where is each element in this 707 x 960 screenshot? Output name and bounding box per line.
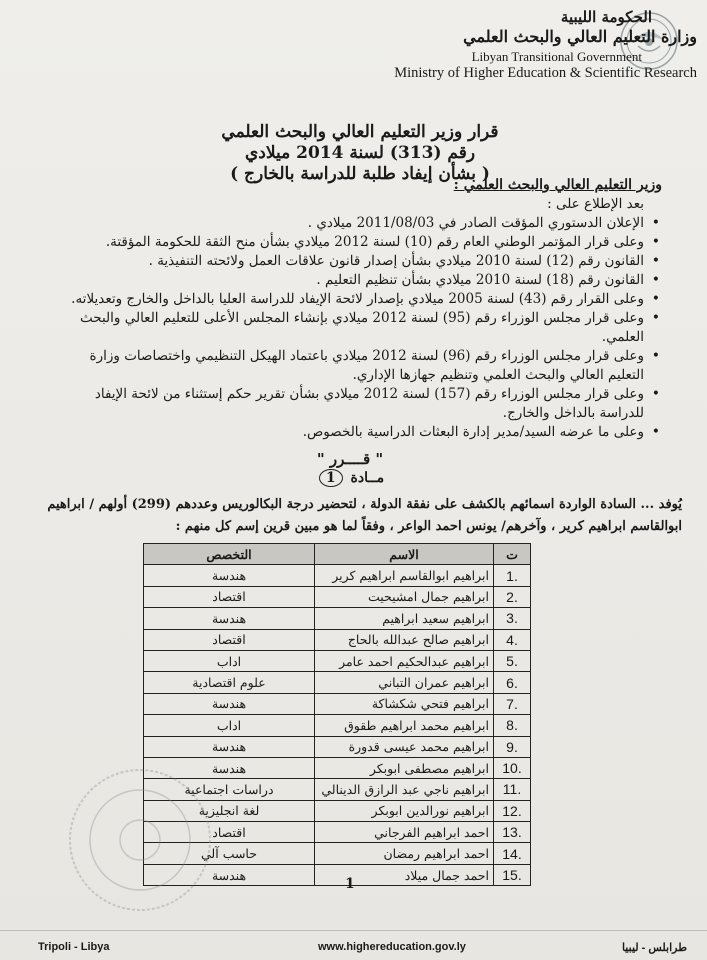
clause-item: • وعلى قرار المؤتمر الوطني العام رقم (10) لسنة 2012 ميلادي بشأن منح الثقة للحكومة المؤقتة. bbox=[55, 233, 662, 252]
student-name: احمد ابراهيم رمضان bbox=[315, 843, 494, 864]
table-row bbox=[144, 586, 531, 607]
clause-item: • القانون رقم (12) لسنة 2010 ميلادي بشأن إصدار قانون علاقات العمل ولائحته التنفيذية . bbox=[55, 252, 662, 271]
row-number: 13. bbox=[494, 822, 531, 843]
row-number: 1. bbox=[494, 565, 531, 586]
specialization: حاسب آلي bbox=[144, 843, 315, 864]
specialization: هندسة bbox=[144, 693, 315, 714]
column-header-spec: التخصص bbox=[144, 544, 315, 565]
footer bbox=[0, 930, 707, 960]
table-row bbox=[144, 693, 531, 714]
specialization: هندسة bbox=[144, 864, 315, 885]
row-number: 8. bbox=[494, 715, 531, 736]
row-number: 11. bbox=[494, 779, 531, 800]
clause-item: • وعلى ما عرضه السيد/مدير إدارة البعثات الدراسية بالخصوص. bbox=[55, 423, 662, 442]
row-number: 9. bbox=[494, 736, 531, 757]
specialization: هندسة bbox=[144, 608, 315, 629]
table-row bbox=[144, 650, 531, 671]
specialization: اقتصاد bbox=[144, 629, 315, 650]
student-name: ابراهيم عبدالحكيم احمد عامر bbox=[315, 650, 494, 671]
specialization: لغة انجليزية bbox=[144, 800, 315, 821]
row-number: 5. bbox=[494, 650, 531, 671]
table-row bbox=[144, 672, 531, 693]
row-number: 12. bbox=[494, 800, 531, 821]
specialization: اداب bbox=[144, 715, 315, 736]
student-name: ابراهيم عمران التباني bbox=[315, 672, 494, 693]
student-name: ابراهيم ابوالقاسم ابراهيم كرير bbox=[315, 565, 494, 586]
footer-city-en: Tripoli - Libya bbox=[38, 941, 110, 953]
clause-item: • الإعلان الدستوري المؤقت الصادر في 2011/08/03 ميلادي . bbox=[55, 214, 662, 233]
official-stamp-icon bbox=[65, 765, 215, 915]
table-row bbox=[144, 736, 531, 757]
footer-website: www.highereducation.gov.ly bbox=[318, 941, 466, 953]
student-name: ابراهيم صالح عبدالله بالحاج bbox=[315, 629, 494, 650]
student-name: ابراهيم ناجي عبد الرازق الدينالي bbox=[315, 779, 494, 800]
government-name-en: Libyan Transitional Government bbox=[471, 49, 642, 64]
footer-city-ar: طرابلس - ليبيا bbox=[621, 942, 687, 954]
student-name: ابراهيم مصطفى ابوبكر bbox=[315, 757, 494, 778]
table-row bbox=[144, 715, 531, 736]
row-number: 7. bbox=[494, 693, 531, 714]
specialization: علوم اقتصادية bbox=[144, 672, 315, 693]
student-name: ابراهيم جمال امشيحيت bbox=[315, 586, 494, 607]
student-name: ابراهيم محمد عيسى قدورة bbox=[315, 736, 494, 757]
student-name: احمد ابراهيم الفرجاني bbox=[315, 822, 494, 843]
table-header-row bbox=[144, 544, 531, 565]
row-number: 6. bbox=[494, 672, 531, 693]
row-number: 2. bbox=[494, 586, 531, 607]
clause-item: • وعلى قرار مجلس الوزراء رقم (157) لسنة 2012 ميلادي بشأن تقرير حكم إستثناء من لائحة الإيفاد للدراسة بالداخل والخارج. bbox=[55, 385, 662, 423]
row-number: 14. bbox=[494, 843, 531, 864]
student-name: ابراهيم فتحي شكشاكة bbox=[315, 693, 494, 714]
table-row bbox=[144, 565, 531, 586]
minister-heading: وزير التعليم العالي والبحث العلمي : bbox=[453, 177, 662, 193]
letterhead bbox=[357, 8, 697, 82]
specialization: دراسات اجتماعية bbox=[144, 779, 315, 800]
government-name-ar: الحكومة الليبية bbox=[560, 8, 652, 26]
specialization: اقتصاد bbox=[144, 822, 315, 843]
decided-heading: " قــــرر " bbox=[316, 450, 384, 468]
student-name: ابراهيم سعيد ابراهيم bbox=[315, 608, 494, 629]
specialization: هندسة bbox=[144, 757, 315, 778]
ministry-name-en: Ministry of Higher Education & Scientific Research bbox=[394, 65, 697, 81]
title-line-3: ( بشأن إيفاد طلبة للدراسة بالخارج ) bbox=[230, 164, 490, 184]
row-number: 3. bbox=[494, 608, 531, 629]
column-header-num: ت bbox=[494, 544, 531, 565]
clause-item: • وعلى قرار مجلس الوزراء رقم (95) لسنة 2012 ميلادي بإنشاء المجلس الأعلى للتعليم العالي والبحث العلمي. bbox=[55, 309, 662, 347]
decision-text: يُوفد ... السادة الواردة اسمائهم بالكشف على نفقة الدولة ، لتحضير درجة البكالوريس وعددهم (299) أولهم / ابراهيم ابوالقاسم ابراهيم كرير ، وآخرهم/ يونس احمد الواعر ، وفقاً لما هو مبين قرين إسم كل منهم : bbox=[47, 497, 682, 534]
table-row bbox=[144, 629, 531, 650]
row-number: 4. bbox=[494, 629, 531, 650]
student-name: ابراهيم محمد ابراهيم طقوق bbox=[315, 715, 494, 736]
row-number: 15. bbox=[494, 864, 531, 885]
clause-item: • وعلى قرار مجلس الوزراء رقم (96) لسنة 2012 ميلادي باعتماد الهيكل التنظيمي واختصاصات وزارة التعليم العالي والبحث العلمي وتنظيم جهازها الإداري. bbox=[55, 347, 662, 385]
clause-item: • وعلى القرار رقم (43) لسنة 2005 ميلادي بإصدار لائحة الإيفاد للدراسة العليا بالداخل والخارج وتعديلاته. bbox=[55, 290, 662, 309]
preamble bbox=[55, 176, 662, 442]
student-name: احمد جمال ميلاد bbox=[315, 864, 494, 885]
after-review-line: بعد الإطلاع على : bbox=[547, 196, 644, 212]
specialization: اداب bbox=[144, 650, 315, 671]
column-header-name: الاسم bbox=[315, 544, 494, 565]
ministry-name-ar: وزارة التعليم العالي والبحث العلمي bbox=[463, 27, 697, 46]
title-line-2: رقم (313) لسنة 2014 ميلادي bbox=[244, 143, 476, 163]
row-number: 10. bbox=[494, 757, 531, 778]
clause-list bbox=[55, 214, 662, 442]
article-label: مــادة bbox=[350, 470, 385, 486]
student-name: ابراهيم نورالدين ابوبكر bbox=[315, 800, 494, 821]
article-heading bbox=[290, 470, 410, 486]
article-number: 1 bbox=[319, 469, 343, 487]
table-row bbox=[144, 608, 531, 629]
specialization: هندسة bbox=[144, 565, 315, 586]
clause-item: • القانون رقم (18) لسنة 2010 ميلادي بشأن تنظيم التعليم . bbox=[55, 271, 662, 290]
title-line-1: قرار وزير التعليم العالي والبحث العلمي bbox=[221, 122, 499, 142]
specialization: هندسة bbox=[144, 736, 315, 757]
specialization: اقتصاد bbox=[144, 586, 315, 607]
page-number: 1 bbox=[345, 876, 355, 892]
